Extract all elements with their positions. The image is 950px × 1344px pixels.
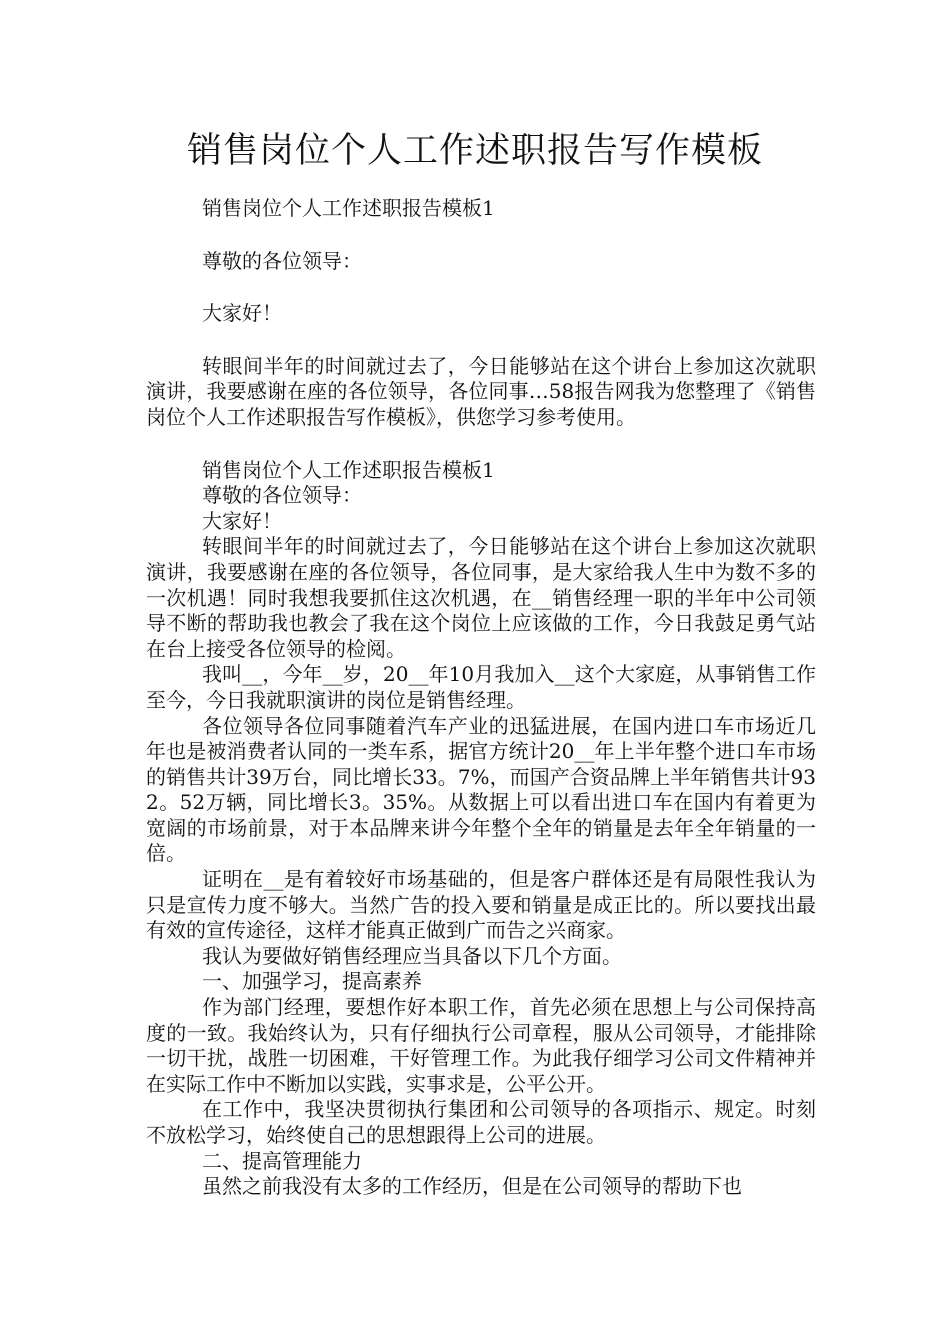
body-paragraph: 作为部门经理，要想作好本职工作，首先必须在思想上与公司保持高度的一致。我始终认为，只有仔细执行公司章程，服从公司领导，才能排除一切干扰，战胜一切困难，干好管理工作。为此我仔细学习公司文件精神并在实际工作中不断加以实践，实事求是，公平公开。 (146, 995, 816, 1096)
section-heading: 二、提高管理能力 (202, 1148, 362, 1173)
section-heading: 一、加强学习，提高素养 (202, 969, 422, 994)
body-paragraph: 我认为要做好销售经理应当具备以下几个方面。 (202, 943, 622, 968)
body-paragraph: 各位领导各位同事随着汽车产业的迅猛进展，在国内进口车市场近几年也是被消费者认同的一类车系，据官方统计20__年上半年整个进口车市场的销售共计39万台，同比增长33。7%，而国产合资品牌上半年销售共计932。52万辆，同比增长3。35%。从数据上可以看出进口车在国内有着更为宽阔的市场前景，对于本品牌来讲今年整个全年的销量是去年全年销量的一倍。 (146, 713, 816, 866)
body-paragraph: 虽然之前我没有太多的工作经历，但是在公司领导的帮助下也 (202, 1174, 742, 1199)
body-salutation: 尊敬的各位领导： (202, 483, 362, 508)
intro-greeting: 大家好！ (202, 301, 282, 326)
document-body (146, 196, 816, 1200)
body-subtitle: 销售岗位个人工作述职报告模板1 (202, 457, 495, 482)
intro-subtitle: 销售岗位个人工作述职报告模板1 (202, 196, 495, 220)
intro-summary-paragraph: 转眼间半年的时间就过去了，今日能够站在这个讲台上参加这次就职演讲，我要感谢在座的各位领导，各位同事…58报告网我为您整理了《销售岗位个人工作述职报告写作模板》，供您学习参考使用。 (146, 353, 816, 429)
document-title: 销售岗位个人工作述职报告写作模板 (186, 131, 763, 171)
body-paragraph: 证明在__是有着较好市场基础的，但是客户群体还是有局限性我认为只是宣传力度不够大。当然广告的投入要和销量是成正比的。所以要找出最有效的宣传途径，这样才能真正做到广而告之兴商家。 (146, 867, 816, 943)
intro-salutation: 尊敬的各位领导： (202, 248, 362, 273)
body-paragraph: 在工作中，我坚决贯彻执行集团和公司领导的各项指示、规定。时刻不放松学习，始终使自己的思想跟得上公司的进展。 (146, 1097, 816, 1147)
body-paragraph: 转眼间半年的时间就过去了，今日能够站在这个讲台上参加这次就职演讲，我要感谢在座的各位领导，各位同事，是大家给我人生中为数不多的一次机遇！同时我想我要抓住这次机遇，在__销售经理一职的半年中公司领导不断的帮助我也教会了我在这个岗位上应该做的工作，今日我鼓足勇气站在台上接受各位领导的检阅。 (146, 534, 816, 661)
body-paragraph: 我叫__，今年__岁，20__年10月我加入__这个大家庭，从事销售工作至今，今日我就职演讲的岗位是销售经理。 (146, 662, 816, 712)
body-greeting: 大家好！ (202, 508, 282, 533)
